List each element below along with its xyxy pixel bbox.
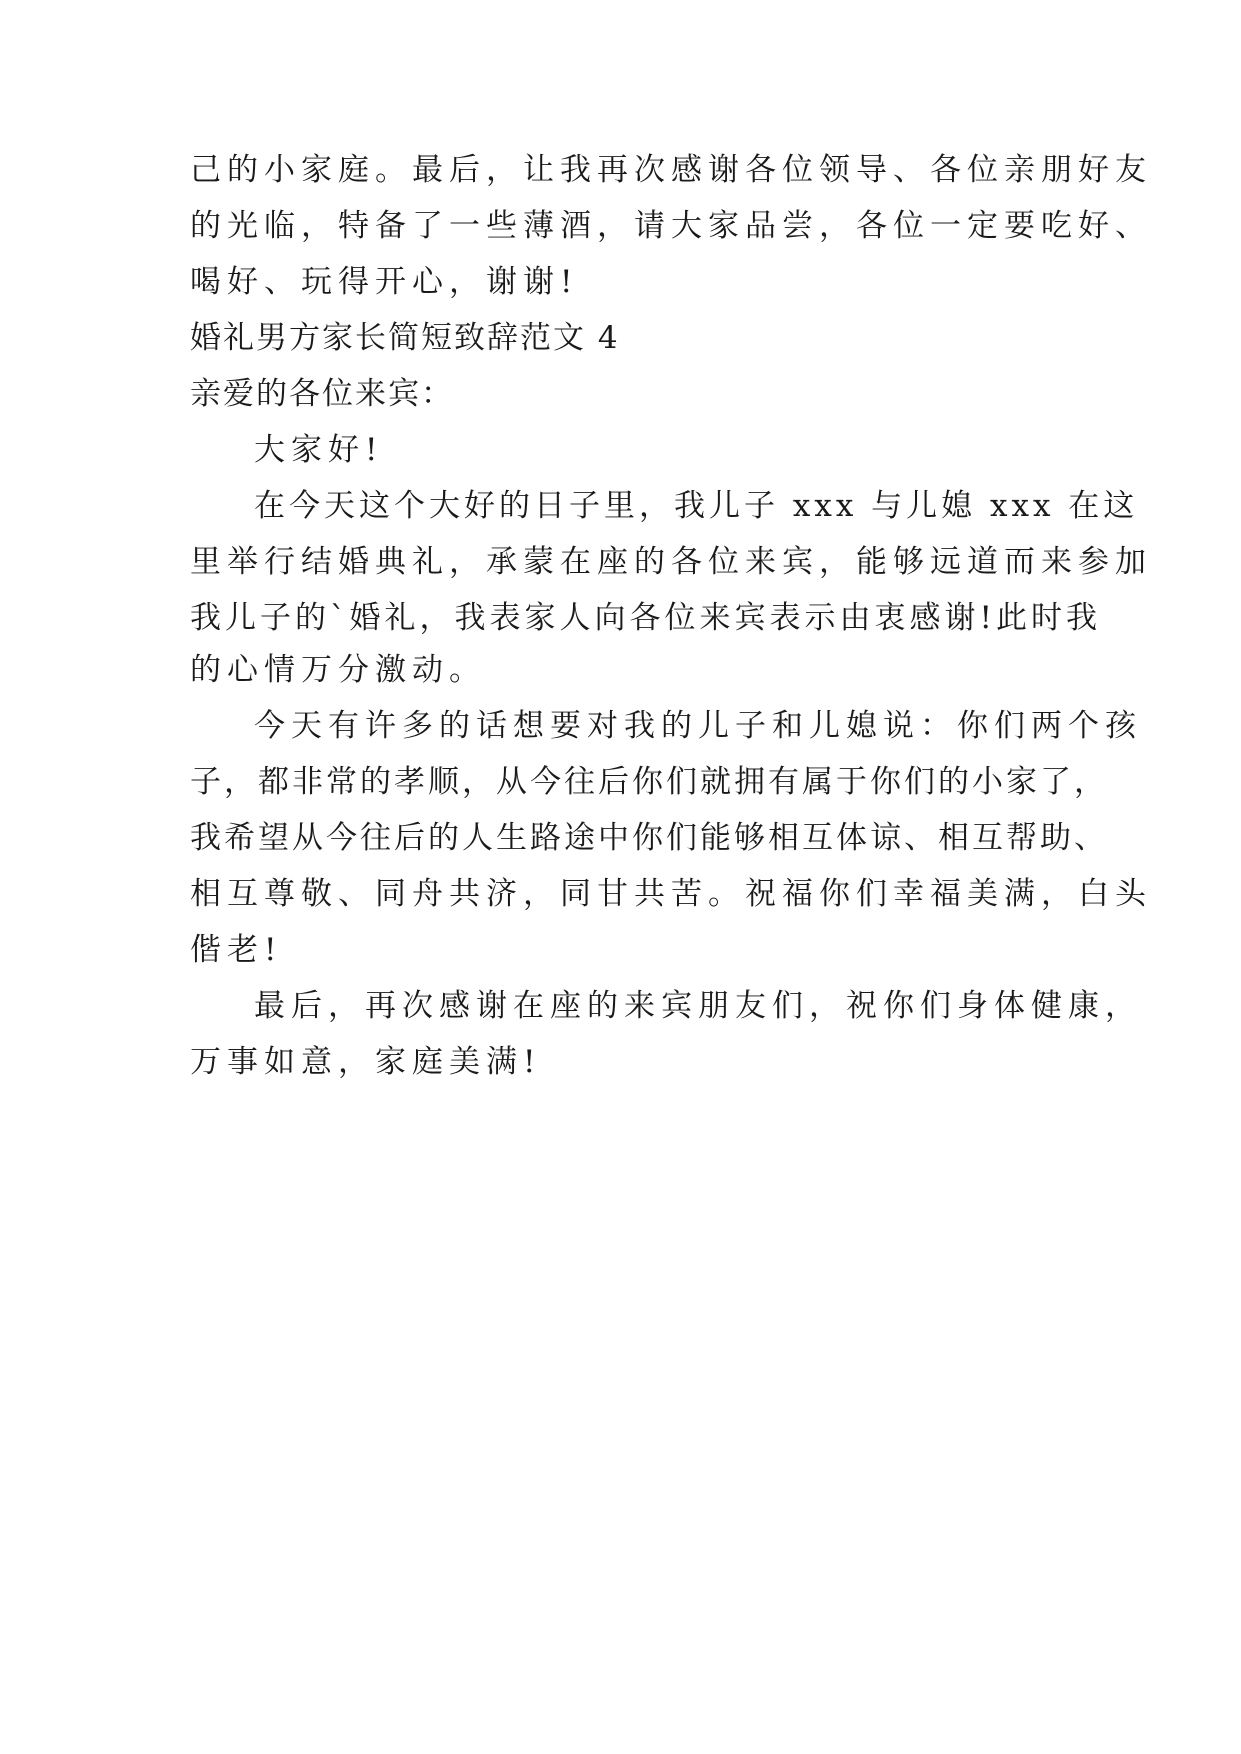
greeting: 大家好! <box>254 432 384 468</box>
text-line: 今天有许多的话想要对我的儿子和儿媳说：你们两个孩 <box>254 708 1142 744</box>
text-line: 的光临，特备了一些薄酒，请大家品尝，各位一定要吃好、 <box>190 208 1152 244</box>
section-heading: 婚礼男方家长简短致辞范文 4 <box>190 320 620 356</box>
text-line: 偕老! <box>190 932 283 968</box>
text-line: 喝好、玩得开心，谢谢! <box>190 264 579 300</box>
text-line: 的心情万分激动。 <box>190 652 486 688</box>
salutation: 亲爱的各位来宾： <box>190 376 454 412</box>
text-line: 子，都非常的孝顺，从今往后你们就拥有属于你们的小家了， <box>190 764 1108 800</box>
text-line: 我希望从今往后的人生路途中你们能够相互体谅、相互帮助、 <box>190 820 1108 856</box>
text-line: 里举行结婚典礼，承蒙在座的各位来宾，能够远道而来参加 <box>190 544 1152 580</box>
text-line: 最后，再次感谢在座的来宾朋友们，祝你们身体健康， <box>254 988 1142 1024</box>
text-line: 我儿子的`婚礼，我表家人向各位来宾表示由衷感谢!此时我 <box>190 600 1101 636</box>
text-line: 在今天这个大好的日子里，我儿子 xxx 与儿媳 xxx 在这 <box>254 488 1139 524</box>
text-line: 相互尊敬、同舟共济，同甘共苦。祝福你们幸福美满，白头 <box>190 876 1152 912</box>
text-line: 万事如意，家庭美满! <box>190 1044 542 1080</box>
text-line: 己的小家庭。最后，让我再次感谢各位领导、各位亲朋好友 <box>190 152 1152 188</box>
